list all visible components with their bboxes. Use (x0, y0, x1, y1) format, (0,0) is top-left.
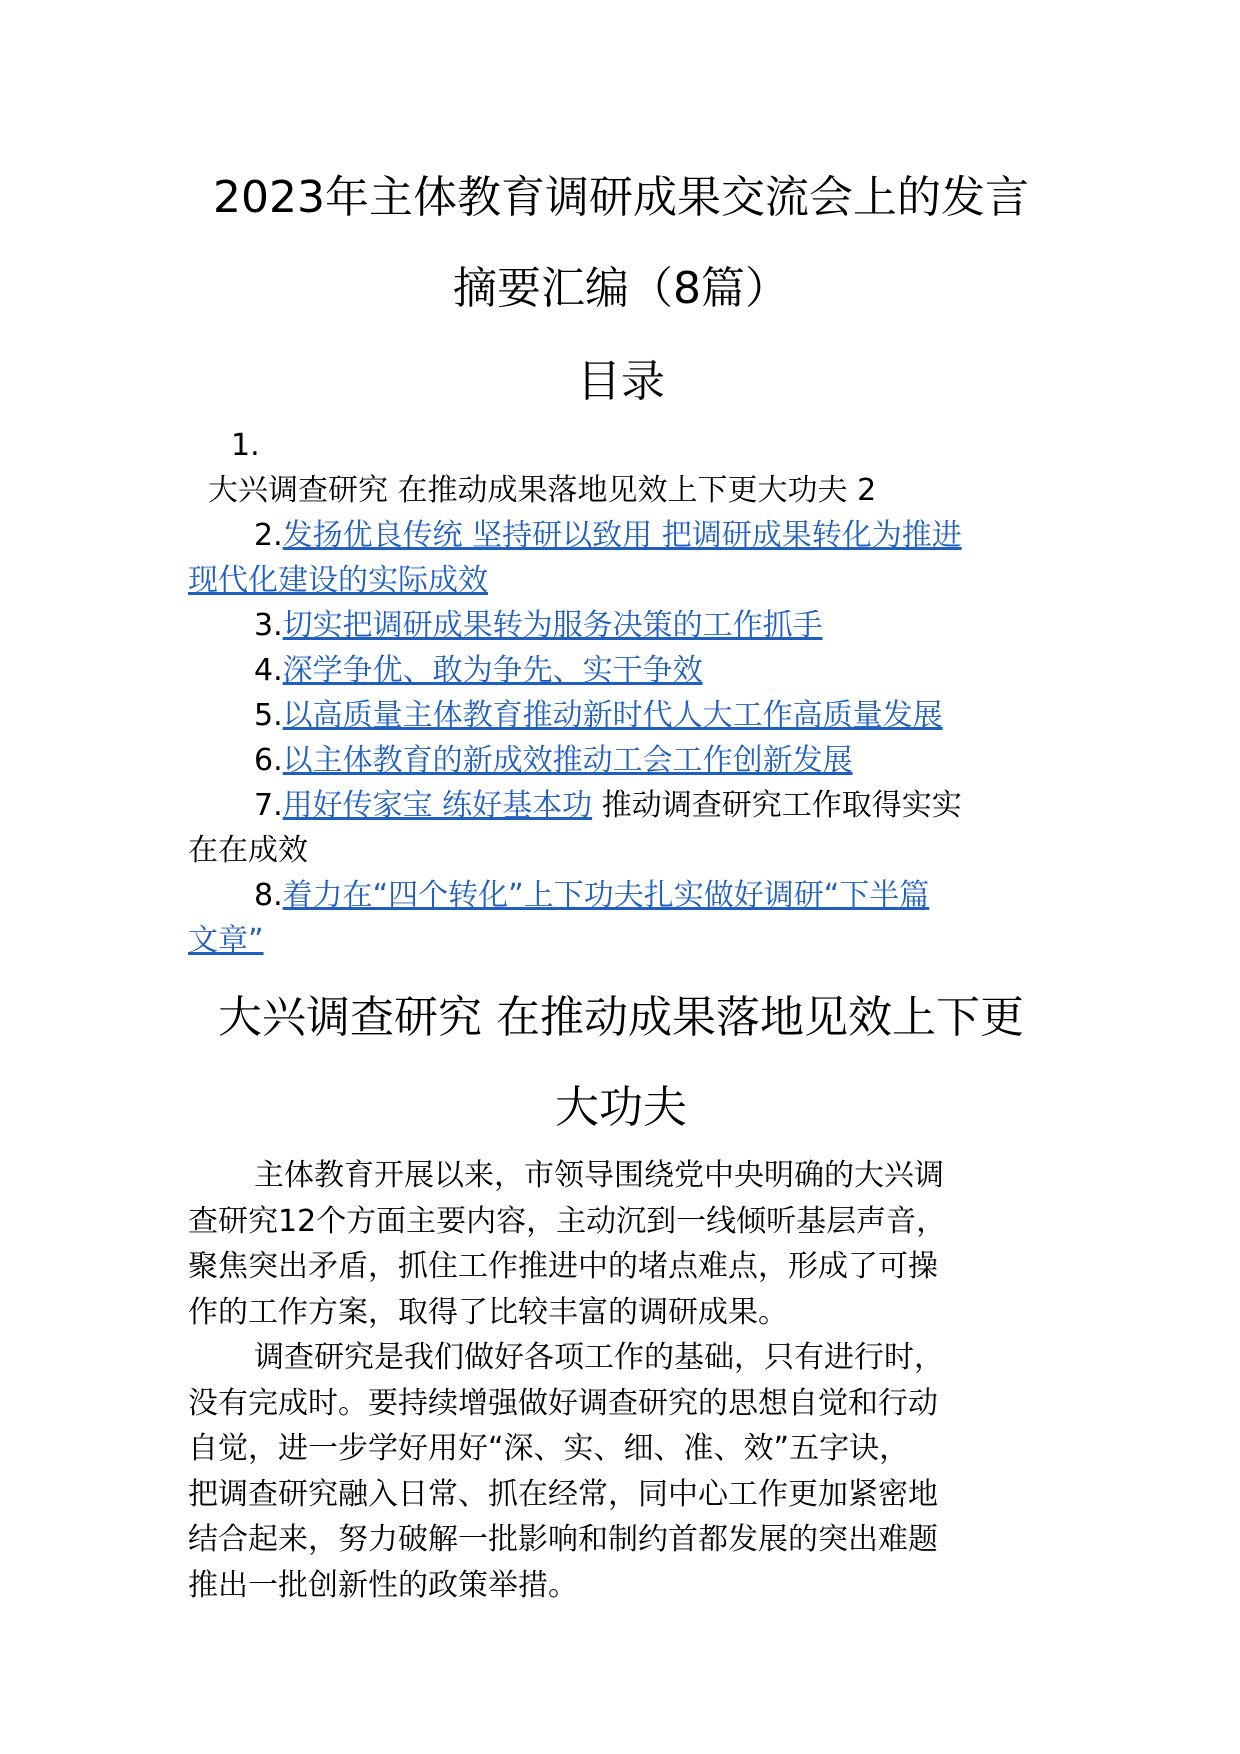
toc-entry-1[interactable] (188, 423, 1054, 513)
toc-entry-number: 8. (254, 878, 283, 913)
toc-entry-8[interactable] (188, 873, 1054, 963)
toc-link-3[interactable]: 切实把调研成果转为服务决策的工作抓手 (282, 608, 823, 643)
paragraph-line: 作的工作方案，取得了比较丰富的调研成果。 (188, 1294, 788, 1330)
paragraph-1 (188, 1153, 1054, 1335)
document-title-line1: 2023年主体教育调研成果交流会上的发言 (213, 172, 1029, 223)
paragraph-line: 推出一批创新性的政策举措。 (188, 1567, 578, 1603)
toc-link-2[interactable]: 发扬优良传统 坚持研以致用 把调研成果转化为推进 (282, 518, 962, 553)
toc-entry-7[interactable] (188, 783, 1054, 873)
paragraph-line: 自觉，进一步学好用好“深、实、细、准、效”五字诀， (188, 1431, 910, 1466)
table-of-contents (188, 423, 1054, 963)
section-title-line1: 大兴调查研究 在推动成果落地见效上下更 (218, 992, 1024, 1043)
toc-link-2-cont[interactable]: 现代化建设的实际成效 (188, 563, 488, 598)
toc-entry-number: 6. (254, 743, 283, 778)
toc-link-6[interactable]: 以主体教育的新成效推动工会工作创新发展 (282, 743, 853, 778)
toc-entry-6[interactable] (188, 738, 1054, 783)
toc-entry-5[interactable] (188, 693, 1054, 738)
section-title-line2: 大功夫 (555, 1082, 687, 1133)
toc-entry-7-text: 推动调查研究工作取得实实 (592, 788, 962, 823)
toc-entry-7-text-cont: 在在成效 (188, 833, 308, 868)
toc-entry-3[interactable] (188, 603, 1054, 648)
paragraph-line: 主体教育开展以来，市领导围绕党中央明确的大兴调 (254, 1158, 944, 1193)
document-title-line2: 摘要汇编（8篇） (453, 263, 789, 314)
toc-entry-number: 4. (254, 653, 283, 688)
toc-link-8[interactable]: 着力在“四个转化”上下功夫扎实做好调研“下半篇 (282, 878, 930, 913)
paragraph-line: 聚焦突出矛盾，抓住工作推进中的堵点难点，形成了可操 (188, 1249, 938, 1284)
toc-entry-2[interactable] (188, 513, 1054, 603)
toc-entry-text[interactable]: 大兴调查研究 在推动成果落地见效上下更大功夫 2 (208, 473, 877, 508)
toc-entry-4[interactable] (188, 648, 1054, 693)
toc-entry-number: 5. (254, 698, 283, 733)
toc-entry-number: 2. (254, 518, 283, 553)
paragraph-line: 把调查研究融入日常、抓在经常，同中心工作更加紧密地 (188, 1476, 938, 1512)
toc-link-7[interactable]: 用好传家宝 练好基本功 (282, 788, 593, 823)
toc-entry-number: 1. (231, 428, 260, 463)
toc-entry-number: 3. (254, 608, 283, 643)
paragraph-line: 查研究12个方面主要内容，主动沉到一线倾听基层声音， (188, 1203, 947, 1239)
paragraph-line: 调查研究是我们做好各项工作的基础，只有进行时， (254, 1340, 944, 1375)
toc-link-5[interactable]: 以高质量主体教育推动新时代人大工作高质量发展 (282, 698, 943, 733)
toc-link-8-cont[interactable]: 文章” (188, 923, 264, 958)
paragraph-line: 没有完成时。要持续增强做好调查研究的思想自觉和行动 (188, 1385, 938, 1421)
toc-link-4[interactable]: 深学争优、敢为争先、实干争效 (282, 653, 703, 688)
paragraph-2 (188, 1335, 1054, 1608)
toc-entry-number: 7. (254, 788, 283, 823)
toc-heading: 目录 (577, 356, 665, 407)
paragraph-line: 结合起来，努力破解一批影响和制约首都发展的突出难题 (188, 1522, 938, 1557)
